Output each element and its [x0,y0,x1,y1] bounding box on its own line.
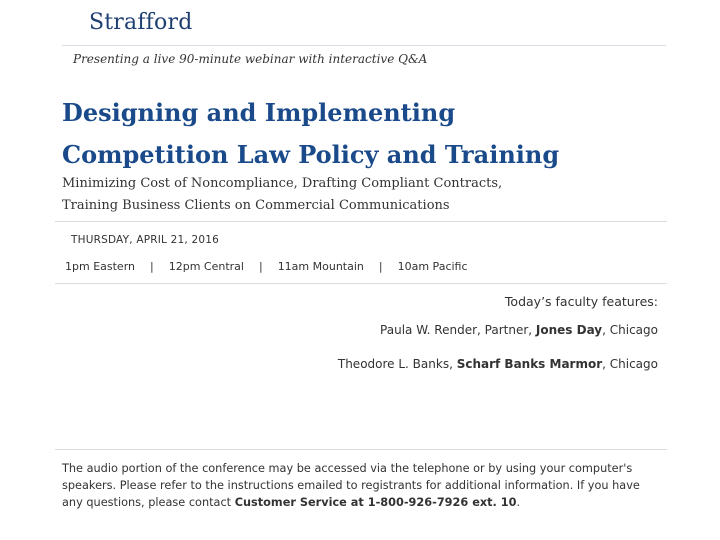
faculty-member [338,357,658,371]
faculty-member [380,323,658,337]
section-divider [55,221,667,222]
subtitle-line-1: Minimizing Cost of Noncompliance, Drafting Compliant Contracts, [62,176,503,191]
faculty-name: Theodore L. Banks, [337,357,457,371]
title-line-1: Designing and Implementing [62,98,456,127]
time-central: 12pm Central [168,260,244,273]
title-line-2: Competition Law Policy and Training [62,140,560,169]
time-eastern: 1pm Eastern [65,260,135,273]
time-separator: | [378,260,383,273]
faculty-firm: Jones Day [535,323,603,337]
faculty-name: Paula W. Render, Partner, [380,323,536,337]
faculty-location: , Chicago [602,357,658,371]
faculty-firm: Scharf Banks Marmor [456,357,603,371]
subtitle-line-2: Training Business Clients on Commercial Communications [62,198,450,213]
time-separator: | [150,260,154,273]
audio-instructions [62,460,662,511]
webinar-date: THURSDAY, APRIL 21, 2016 [71,234,219,246]
section-divider [55,283,667,284]
footer-text: The audio portion of the conference may be accessed via the telephone or by using your computer's speakers. Please refer to the instructions emailed to registrants for additional information. If you have any questions, please contact [62,462,640,509]
header-divider [62,45,666,46]
webinar-subtitle [62,173,682,217]
faculty-intro: Today’s faculty features: [504,294,658,309]
time-separator: | [258,260,263,273]
time-mountain: 11am Mountain [277,260,364,273]
webinar-title [62,92,682,176]
time-pacific: 10am Pacific [397,260,468,273]
footer-end: . [516,496,521,509]
footer-divider [55,449,667,450]
strafford-logo: Strafford [89,10,193,35]
tagline: Presenting a live 90-minute webinar with interactive Q&A [73,52,428,66]
customer-service-contact: Customer Service at 1-800-926-7926 ext. 10 [234,496,517,509]
time-zones [65,260,468,273]
faculty-location: , Chicago [602,323,658,337]
